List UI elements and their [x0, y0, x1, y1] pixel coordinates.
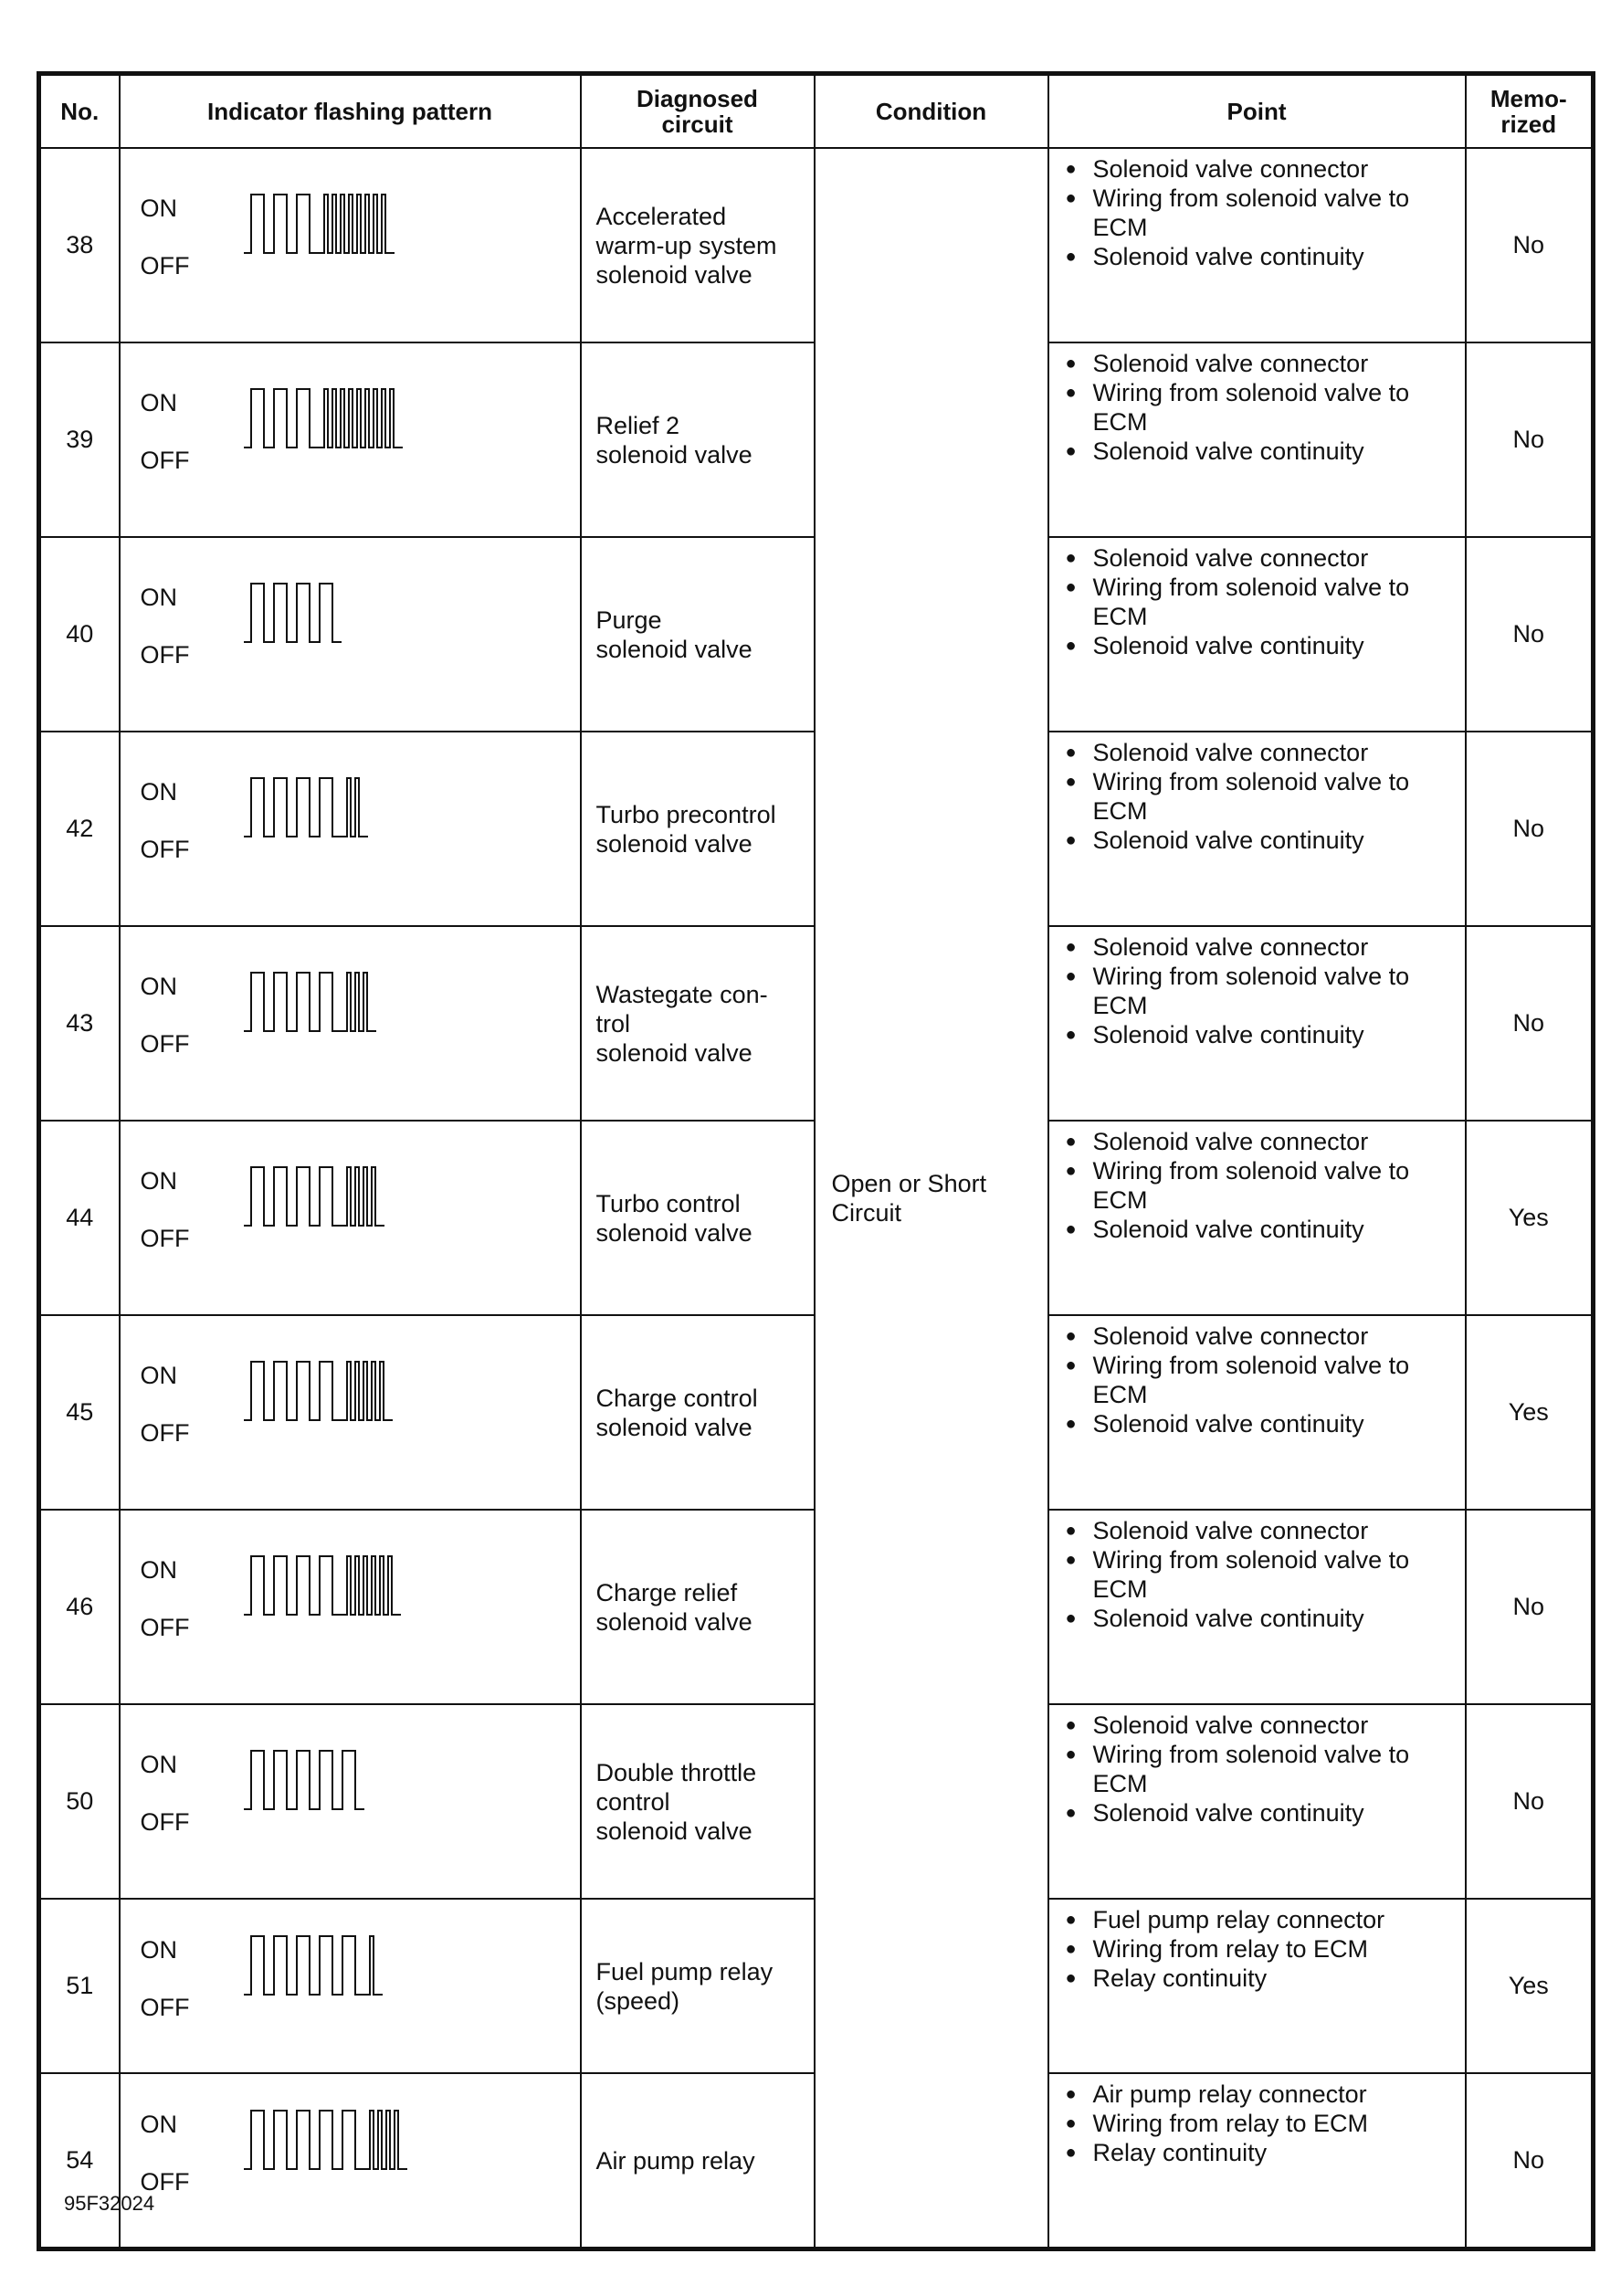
- point-item: ● Solenoid valve connector: [1066, 1322, 1465, 1351]
- on-label: ON: [140, 2111, 177, 2138]
- off-label: OFF: [140, 447, 190, 474]
- check-points: [1048, 1899, 1466, 2073]
- off-label: OFF: [140, 1614, 190, 1641]
- flash-pattern-cell: [120, 2073, 581, 2249]
- diagnostic-code-sheet: [37, 71, 1591, 2251]
- point-list: [1066, 1711, 1465, 1827]
- point-item: ● Solenoid valve connector: [1066, 154, 1465, 184]
- on-label: ON: [140, 389, 177, 416]
- point-list: [1066, 1322, 1465, 1438]
- flash-pattern-cell: [120, 926, 581, 1121]
- point-item: ● Solenoid valve continuity: [1066, 437, 1465, 466]
- flash-pattern-waveform: [244, 582, 345, 646]
- flash-pattern-cell: [120, 342, 581, 537]
- point-item: ● Solenoid valve connector: [1066, 1711, 1465, 1740]
- off-label: OFF: [140, 1419, 190, 1447]
- check-points: [1048, 732, 1466, 926]
- header-point: Point: [1048, 74, 1466, 149]
- header-condition: Condition: [815, 74, 1048, 149]
- diagnosed-circuit: Turbo control solenoid valve: [581, 1121, 815, 1315]
- code-number: 42: [39, 732, 120, 926]
- diagnosed-circuit: Accelerated warm-up system solenoid valve: [581, 148, 815, 342]
- waveform-line: [244, 389, 403, 448]
- flash-pattern-waveform: [244, 387, 406, 451]
- flash-pattern-waveform: [244, 1554, 405, 1618]
- point-item: ● Wiring from solenoid valve to ECM: [1066, 1545, 1465, 1604]
- flash-pattern-waveform: [244, 193, 398, 257]
- flash-pattern-waveform: [244, 2109, 411, 2173]
- point-list: [1066, 1516, 1465, 1633]
- waveform-line: [244, 195, 395, 253]
- memorized-value: Yes: [1466, 1121, 1594, 1315]
- code-number: 50: [39, 1704, 120, 1899]
- memorized-value: No: [1466, 148, 1594, 342]
- memorized-value: No: [1466, 1510, 1594, 1704]
- code-number: 43: [39, 926, 120, 1121]
- point-item: ● Fuel pump relay connector: [1066, 1905, 1465, 1934]
- waveform-line: [244, 1936, 383, 1995]
- memorized-value: No: [1466, 732, 1594, 926]
- on-label: ON: [140, 1167, 177, 1195]
- off-label: OFF: [140, 1808, 190, 1836]
- memorized-value: Yes: [1466, 1899, 1594, 2073]
- header-circuit: [581, 74, 815, 149]
- condition-cell: Open or Short Circuit: [815, 148, 1048, 2249]
- flash-pattern-cell: [120, 1899, 581, 2073]
- flash-pattern-cell: [120, 1510, 581, 1704]
- on-label: ON: [140, 778, 177, 806]
- off-label: OFF: [140, 641, 190, 669]
- flash-pattern-waveform: [244, 1749, 368, 1813]
- trouble-code-table: [37, 71, 1595, 2251]
- code-number: 45: [39, 1315, 120, 1510]
- point-list: [1066, 2080, 1465, 2167]
- on-label: ON: [140, 1936, 177, 1964]
- memorized-value: Yes: [1466, 1315, 1594, 1510]
- header-pattern: Indicator flashing pattern: [120, 74, 581, 149]
- table-row: [39, 148, 1594, 342]
- point-item: ● Relay continuity: [1066, 2138, 1465, 2167]
- point-item: ● Solenoid valve continuity: [1066, 631, 1465, 660]
- point-item: ● Solenoid valve connector: [1066, 543, 1465, 573]
- memorized-value: No: [1466, 342, 1594, 537]
- diagnosed-circuit: Relief 2 solenoid valve: [581, 342, 815, 537]
- flash-pattern-cell: [120, 1315, 581, 1510]
- header-memorized-text: Memo- rized: [1489, 85, 1567, 138]
- point-item: ● Solenoid valve continuity: [1066, 1215, 1465, 1244]
- waveform-line: [244, 1751, 364, 1809]
- point-item: ● Wiring from solenoid valve to ECM: [1066, 573, 1465, 631]
- diagnosed-circuit: Charge relief solenoid valve: [581, 1510, 815, 1704]
- diagnosed-circuit: Double throttle control solenoid valve: [581, 1704, 815, 1899]
- header-no: No.: [39, 74, 120, 149]
- waveform-line: [244, 1556, 401, 1615]
- point-list: [1066, 738, 1465, 855]
- point-item: ● Wiring from solenoid valve to ECM: [1066, 767, 1465, 826]
- table-body: [39, 148, 1594, 2249]
- waveform-line: [244, 1167, 384, 1226]
- flash-pattern-waveform: [244, 1360, 396, 1424]
- point-item: ● Wiring from solenoid valve to ECM: [1066, 1351, 1465, 1409]
- point-item: ● Solenoid valve continuity: [1066, 1409, 1465, 1438]
- flash-pattern-waveform: [244, 971, 380, 1035]
- code-number: 51: [39, 1899, 120, 2073]
- point-item: ● Wiring from solenoid valve to ECM: [1066, 1156, 1465, 1215]
- off-label: OFF: [140, 1994, 190, 2021]
- check-points: [1048, 1510, 1466, 1704]
- flash-pattern-waveform: [244, 1165, 388, 1229]
- off-label: OFF: [140, 1030, 190, 1058]
- point-item: ● Wiring from relay to ECM: [1066, 1934, 1465, 1964]
- check-points: [1048, 148, 1466, 342]
- point-list: [1066, 543, 1465, 660]
- check-points: [1048, 1704, 1466, 1899]
- off-label: OFF: [140, 836, 190, 863]
- flash-pattern-cell: [120, 148, 581, 342]
- off-label: OFF: [140, 1225, 190, 1252]
- point-list: [1066, 932, 1465, 1049]
- on-label: ON: [140, 973, 177, 1000]
- point-item: ● Solenoid valve connector: [1066, 349, 1465, 378]
- memorized-value: No: [1466, 1704, 1594, 1899]
- waveform-line: [244, 2111, 407, 2169]
- on-label: ON: [140, 1751, 177, 1778]
- point-item: ● Solenoid valve continuity: [1066, 1604, 1465, 1633]
- point-item: ● Solenoid valve connector: [1066, 738, 1465, 767]
- figure-code: 95F32024: [64, 2192, 155, 2215]
- code-number: 54: [39, 2073, 120, 2249]
- check-points: [1048, 537, 1466, 732]
- point-item: ● Relay continuity: [1066, 1964, 1465, 1993]
- memorized-value: No: [1466, 926, 1594, 1121]
- diagnosed-circuit: Air pump relay: [581, 2073, 815, 2249]
- point-list: [1066, 1127, 1465, 1244]
- flash-pattern-cell: [120, 732, 581, 926]
- waveform-line: [244, 973, 376, 1031]
- off-label: OFF: [140, 2168, 190, 2196]
- code-number: 39: [39, 342, 120, 537]
- point-item: ● Solenoid valve connector: [1066, 932, 1465, 962]
- header-row: [39, 74, 1594, 149]
- point-item: ● Solenoid valve continuity: [1066, 1020, 1465, 1049]
- point-item: ● Wiring from solenoid valve to ECM: [1066, 184, 1465, 242]
- point-item: ● Solenoid valve connector: [1066, 1516, 1465, 1545]
- point-item: ● Solenoid valve continuity: [1066, 826, 1465, 855]
- on-label: ON: [140, 1362, 177, 1389]
- point-item: ● Wiring from solenoid valve to ECM: [1066, 962, 1465, 1020]
- point-list: [1066, 349, 1465, 466]
- diagnosed-circuit: Fuel pump relay (speed): [581, 1899, 815, 2073]
- check-points: [1048, 342, 1466, 537]
- point-item: ● Air pump relay connector: [1066, 2080, 1465, 2109]
- point-item: ● Solenoid valve connector: [1066, 1127, 1465, 1156]
- diagnosed-circuit: Charge control solenoid valve: [581, 1315, 815, 1510]
- memorized-value: No: [1466, 537, 1594, 732]
- check-points: [1048, 1121, 1466, 1315]
- check-points: [1048, 2073, 1466, 2249]
- point-item: ● Solenoid valve continuity: [1066, 1798, 1465, 1827]
- diagnosed-circuit: Wastegate con- trol solenoid valve: [581, 926, 815, 1121]
- flash-pattern-waveform: [244, 776, 372, 840]
- flash-pattern-waveform: [244, 1934, 386, 1998]
- code-number: 44: [39, 1121, 120, 1315]
- waveform-line: [244, 1362, 393, 1420]
- waveform-line: [244, 584, 342, 642]
- diagnosed-circuit: Purge solenoid valve: [581, 537, 815, 732]
- memorized-value: No: [1466, 2073, 1594, 2249]
- diagnosed-circuit: Turbo precontrol solenoid valve: [581, 732, 815, 926]
- point-item: ● Wiring from relay to ECM: [1066, 2109, 1465, 2138]
- flash-pattern-cell: [120, 1704, 581, 1899]
- check-points: [1048, 1315, 1466, 1510]
- point-item: ● Wiring from solenoid valve to ECM: [1066, 378, 1465, 437]
- on-label: ON: [140, 1556, 177, 1584]
- code-number: 40: [39, 537, 120, 732]
- flash-pattern-cell: [120, 537, 581, 732]
- flash-pattern-cell: [120, 1121, 581, 1315]
- waveform-line: [244, 778, 368, 837]
- on-label: ON: [140, 584, 177, 611]
- point-item: ● Solenoid valve continuity: [1066, 242, 1465, 271]
- on-label: ON: [140, 195, 177, 222]
- header-circuit-text: Diagnosed circuit: [637, 85, 758, 138]
- point-list: [1066, 1905, 1465, 1993]
- point-item: ● Wiring from solenoid valve to ECM: [1066, 1740, 1465, 1798]
- code-number: 46: [39, 1510, 120, 1704]
- off-label: OFF: [140, 252, 190, 279]
- code-number: 38: [39, 148, 120, 342]
- check-points: [1048, 926, 1466, 1121]
- point-list: [1066, 154, 1465, 271]
- header-memorized: [1466, 74, 1594, 149]
